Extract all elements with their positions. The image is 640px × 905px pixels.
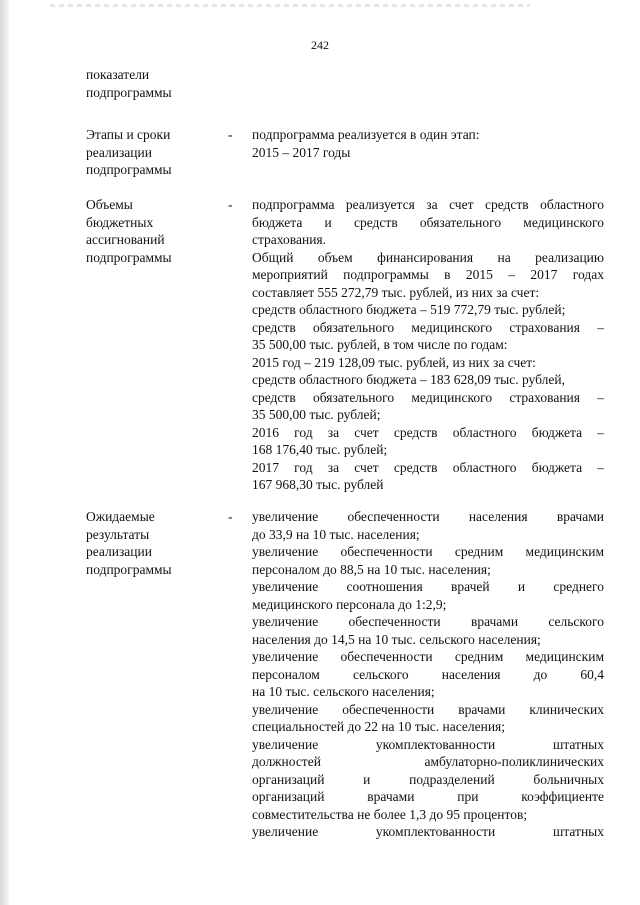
- content-line: 168 176,40 тыс. рублей;: [252, 442, 388, 457]
- content-line: увеличение соотношения врачей и среднего: [252, 579, 604, 594]
- content-line: 2016 год за счет средств областного бюджета –: [252, 424, 604, 440]
- label-line: подпрограммы: [86, 84, 172, 100]
- content-line: увеличение обеспеченности врачами клинических: [252, 701, 604, 717]
- label-line: Объемы: [86, 197, 133, 212]
- dash: -: [228, 127, 233, 142]
- content-line: средств обязательного медицинского страхования –: [252, 319, 604, 335]
- content-line: 35 500,00 тыс. рублей, в том числе по годам:: [252, 337, 508, 352]
- page-number: 242: [311, 38, 329, 52]
- content-line: 2015 год – 219 128,09 тыс. рублей, из них за счет:: [252, 354, 536, 370]
- content-line: 2017 год за счет средств областного бюджета –: [252, 459, 604, 475]
- content-line: 35 500,00 тыс. рублей;: [252, 407, 381, 422]
- label-line: бюджетных: [86, 214, 154, 230]
- scan-edge: [0, 0, 9, 905]
- section-content: [252, 196, 604, 494]
- section-label: [86, 196, 221, 266]
- content-line: мероприятий подпрограммы в 2015 – 2017 годах: [252, 267, 604, 282]
- content-line: увеличение укомплектованности штатных: [252, 824, 604, 839]
- label-line: ассигнований: [86, 232, 165, 247]
- content-line: населения до 14,5 на 10 тыс. сельского населения;: [252, 631, 541, 647]
- content-line: должностей амбулаторно-поликлинических: [252, 754, 604, 769]
- section-content: [252, 126, 604, 161]
- label-line: подпрограммы: [86, 561, 172, 577]
- section-label: [86, 508, 221, 578]
- scan-noise: [50, 4, 530, 7]
- content-line: организаций и подразделений больничных: [252, 771, 604, 787]
- content-line: составляет 555 272,79 тыс. рублей, из них за счет:: [252, 284, 540, 300]
- section-label: [86, 66, 221, 101]
- content-line: бюджета и средств обязательного медицинского: [252, 214, 604, 230]
- content-line: до 33,9 на 10 тыс. населения;: [252, 526, 420, 542]
- content-line: подпрограмма реализуется в один этап:: [252, 127, 480, 142]
- section-label: [86, 126, 221, 179]
- content-line: увеличение обеспеченности населения врачами: [252, 509, 604, 524]
- content-line: увеличение укомплектованности штатных: [252, 736, 604, 752]
- content-line: специальностей до 22 на 10 тыс. населения;: [252, 719, 506, 734]
- label-line: Ожидаемые: [86, 509, 155, 524]
- content-line: Общий объем финансирования на реализацию: [252, 249, 604, 265]
- content-line: 2015 – 2017 годы: [252, 144, 351, 160]
- dash: -: [228, 509, 233, 524]
- content-line: средств областного бюджета – 519 772,79 тыс. рублей;: [252, 302, 566, 317]
- dash: -: [228, 197, 233, 212]
- content-line: увеличение обеспеченности средним медицинским: [252, 544, 604, 559]
- content-line: медицинского персонала до 1:2,9;: [252, 596, 447, 612]
- label-line: Этапы и сроки: [86, 127, 171, 142]
- content-line: 167 968,30 тыс. рублей: [252, 477, 384, 492]
- label-line: показатели: [86, 67, 150, 82]
- content-line: увеличение обеспеченности средним медицинским: [252, 649, 604, 664]
- content-line: подпрограмма реализуется за счет средств областного: [252, 197, 604, 212]
- content-line: совместительства не более 1,3 до 95 процентов;: [252, 806, 528, 822]
- section-content: [252, 508, 604, 841]
- content-line: страхования.: [252, 232, 327, 247]
- content-line: персоналом сельского населения до 60,4: [252, 666, 604, 682]
- content-line: средств областного бюджета – 183 628,09 тыс. рублей,: [252, 372, 565, 387]
- label-line: результаты: [86, 526, 150, 542]
- label-line: реализации: [86, 544, 152, 559]
- label-line: подпрограммы: [86, 162, 172, 177]
- content-line: увеличение обеспеченности врачами сельского: [252, 614, 604, 629]
- content-line: средств обязательного медицинского страхования –: [252, 389, 604, 405]
- content-line: на 10 тыс. сельского населения;: [252, 684, 435, 699]
- content-line: персоналом до 88,5 на 10 тыс. населения;: [252, 561, 491, 577]
- label-line: подпрограммы: [86, 249, 172, 265]
- content-line: организаций врачами при коэффициенте: [252, 789, 604, 804]
- label-line: реализации: [86, 144, 152, 160]
